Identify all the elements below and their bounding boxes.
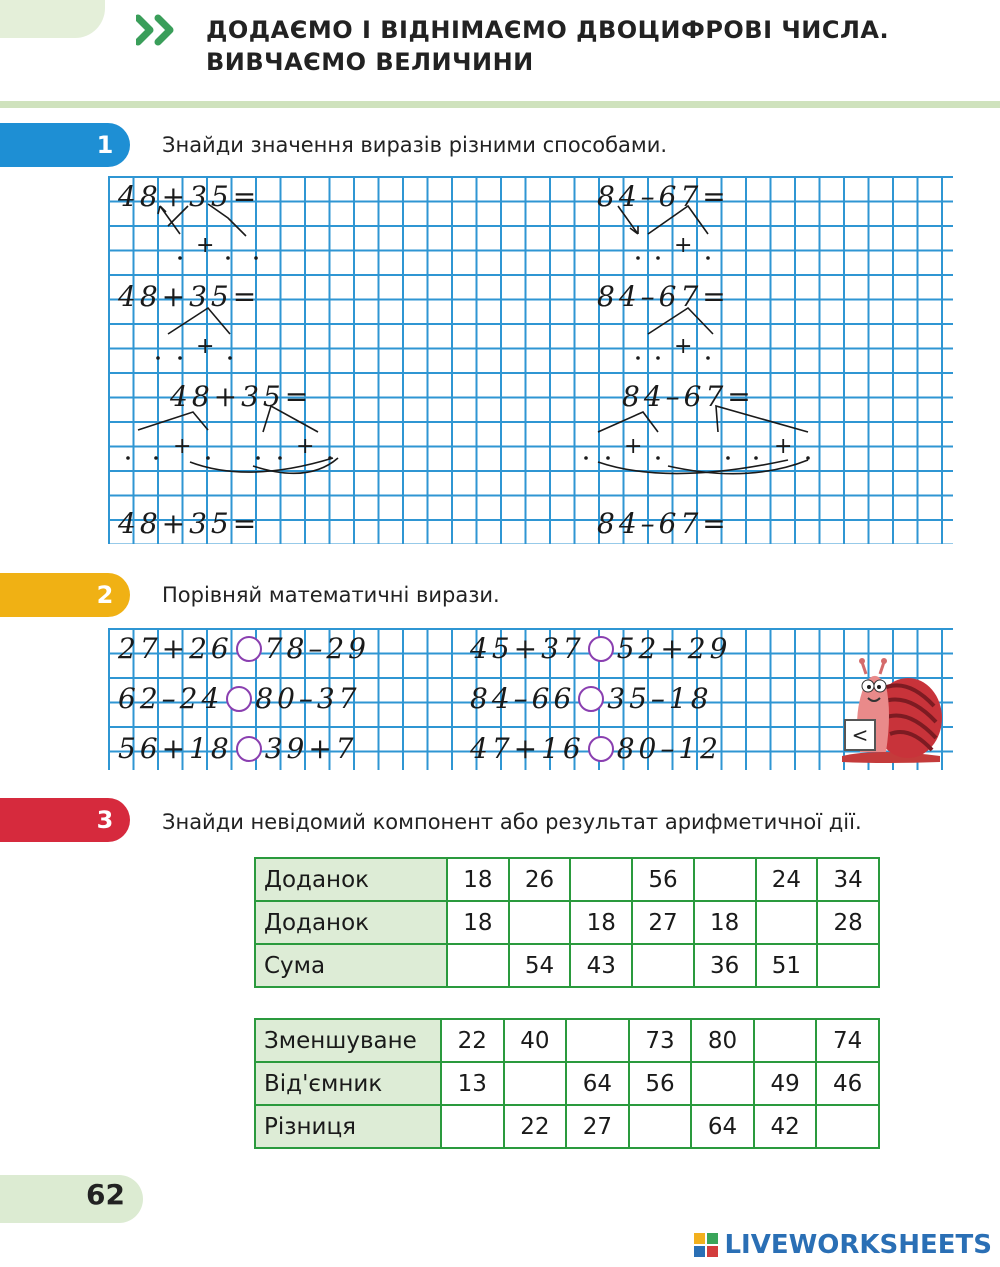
title-decoration [0, 0, 105, 38]
compare-circle[interactable] [226, 686, 252, 712]
table-cell[interactable] [691, 1062, 754, 1105]
page-title-line1: ДОДАЄМО І ВІДНІМАЄМО ДВОЦИФРОВІ ЧИСЛА. [206, 16, 890, 44]
table-cell: 46 [816, 1062, 879, 1105]
compare-row-1-b [470, 632, 731, 666]
compare-expr-right: 35–18 [607, 682, 713, 715]
plus-sign: + [196, 334, 215, 359]
compare-circle[interactable] [588, 736, 614, 762]
table-cell: 54 [509, 944, 571, 987]
table-cell[interactable] [504, 1062, 567, 1105]
title-divider [0, 101, 1000, 108]
table-cell[interactable] [754, 1019, 817, 1062]
plus-sign: + [173, 434, 192, 459]
compare-expr-left: 47+16 [470, 732, 585, 765]
compare-row-3-a [118, 732, 358, 766]
table-cell: 43 [570, 944, 632, 987]
compare-row-1-a [118, 632, 370, 666]
table-cell: 22 [441, 1019, 504, 1062]
table-cell: 18 [447, 858, 509, 901]
row-label: Доданок [255, 901, 447, 944]
row-label: Різниця [255, 1105, 441, 1148]
table-row [255, 944, 879, 987]
plus-sign: + [624, 434, 643, 459]
table-cell: 18 [570, 901, 632, 944]
plus-sign: + [674, 233, 693, 258]
plus-sign: + [196, 233, 215, 258]
exercise-2-number: 2 [96, 581, 114, 609]
table-cell: 28 [817, 901, 879, 944]
ex1-left-expr-3[interactable]: 48+35= [170, 380, 313, 413]
addition-table [254, 857, 880, 988]
table-cell: 27 [566, 1105, 629, 1148]
subtraction-table [254, 1018, 880, 1149]
ex1-right-expr-2[interactable]: 84–67= [597, 280, 730, 313]
page-number: 62 [86, 1178, 125, 1211]
watermark-text: LIVEWORKSHEETS [724, 1230, 992, 1260]
table-cell: 26 [509, 858, 571, 901]
table-cell: 34 [817, 858, 879, 901]
exercise-2-instruction: Порівняй математичні вирази. [162, 583, 500, 607]
table-cell: 51 [756, 944, 818, 987]
table-cell: 49 [754, 1062, 817, 1105]
table-cell[interactable] [441, 1105, 504, 1148]
compare-expr-right: 80–37 [255, 682, 361, 715]
exercise-1-number: 1 [96, 131, 114, 159]
compare-expr-left: 56+18 [118, 732, 233, 765]
ex1-right-expr-3[interactable]: 84–67= [622, 380, 755, 413]
table-cell[interactable] [629, 1105, 692, 1148]
table-cell: 22 [504, 1105, 567, 1148]
row-label: Доданок [255, 858, 447, 901]
row-label: Зменшуване [255, 1019, 441, 1062]
compare-row-3-b [470, 732, 722, 766]
table-cell: 64 [566, 1062, 629, 1105]
row-label: Від'ємник [255, 1062, 441, 1105]
exercise-3-number: 3 [96, 806, 114, 834]
table-cell: 74 [816, 1019, 879, 1062]
double-chevron-icon [136, 10, 186, 50]
table-cell: 56 [629, 1062, 692, 1105]
table-cell[interactable] [566, 1019, 629, 1062]
compare-circle[interactable] [588, 636, 614, 662]
ex1-left-expr-1[interactable]: 48+35= [118, 180, 261, 213]
table-cell: 18 [694, 901, 756, 944]
watermark [694, 1230, 992, 1260]
table-cell[interactable] [509, 901, 571, 944]
exercise-3-instruction: Знайди невідомий компонент або результат арифметичної дії. [162, 810, 862, 834]
table-cell: 13 [441, 1062, 504, 1105]
ex1-left-expr-2[interactable]: 48+35= [118, 280, 261, 313]
compare-expr-left: 84–66 [470, 682, 576, 715]
table-cell: 18 [447, 901, 509, 944]
table-cell: 80 [691, 1019, 754, 1062]
table-cell[interactable] [817, 944, 879, 987]
table-cell[interactable] [694, 858, 756, 901]
compare-row-2-b [470, 682, 713, 716]
page-title-line2: ВИВЧАЄМО ВЕЛИЧИНИ [206, 48, 534, 76]
table-row [255, 1062, 879, 1105]
table-cell: 24 [756, 858, 818, 901]
table-row [255, 1105, 879, 1148]
compare-expr-left: 45+37 [470, 632, 585, 665]
snail-sign: < [844, 719, 876, 751]
table-cell: 36 [694, 944, 756, 987]
table-row [255, 901, 879, 944]
plus-sign: + [674, 334, 693, 359]
table-cell[interactable] [756, 901, 818, 944]
compare-expr-left: 27+26 [118, 632, 233, 665]
table-cell[interactable] [632, 944, 694, 987]
ex1-left-expr-4[interactable]: 48+35= [118, 507, 261, 540]
table-cell: 73 [629, 1019, 692, 1062]
row-label: Сума [255, 944, 447, 987]
compare-circle[interactable] [236, 636, 262, 662]
compare-circle[interactable] [236, 736, 262, 762]
table-cell: 42 [754, 1105, 817, 1148]
table-cell[interactable] [816, 1105, 879, 1148]
table-cell: 40 [504, 1019, 567, 1062]
table-row [255, 858, 879, 901]
plus-sign: + [296, 434, 315, 459]
page-title [206, 14, 889, 78]
liveworksheets-logo-icon [694, 1233, 718, 1257]
decomposition-lines [108, 176, 953, 544]
ex1-right-expr-1[interactable]: 84–67= [597, 180, 730, 213]
table-cell: 56 [632, 858, 694, 901]
compare-row-2-a [118, 682, 361, 716]
compare-expr-right: 78–29 [264, 632, 370, 665]
exercise-1-instruction: Знайди значення виразів різними способами. [162, 133, 668, 157]
compare-expr-right: 52+29 [616, 632, 732, 665]
compare-expr-right: 39+7 [264, 732, 358, 765]
compare-circle[interactable] [578, 686, 604, 712]
plus-sign: + [774, 434, 793, 459]
compare-expr-right: 80–12 [616, 732, 722, 765]
compare-expr-left: 62–24 [118, 682, 224, 715]
table-row [255, 1019, 879, 1062]
table-cell: 27 [632, 901, 694, 944]
table-cell[interactable] [570, 858, 632, 901]
ex1-right-expr-4[interactable]: 84–67= [597, 507, 730, 540]
table-cell[interactable] [447, 944, 509, 987]
table-cell: 64 [691, 1105, 754, 1148]
